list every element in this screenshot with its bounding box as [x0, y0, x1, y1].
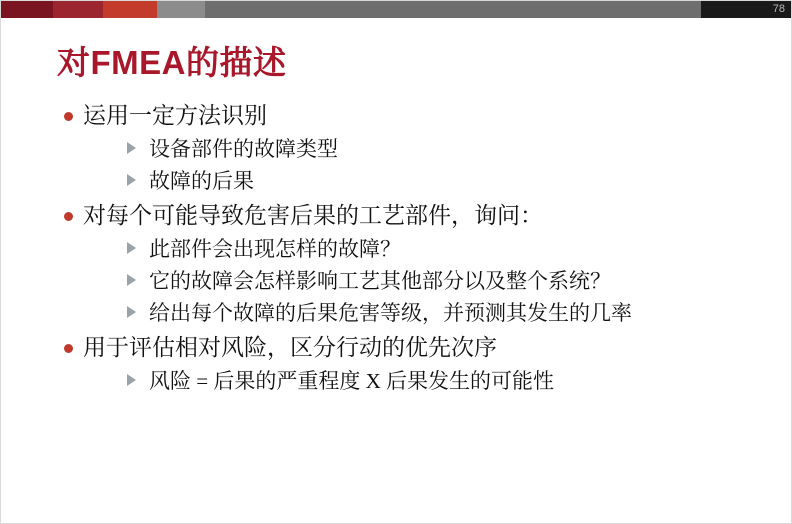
list-item [127, 234, 757, 265]
page-title [57, 37, 287, 84]
level1-text: 运用一定方法识别 [83, 103, 267, 128]
bullet-list-level2 [83, 366, 757, 397]
bullet-list-level2 [83, 134, 757, 197]
list-item [57, 199, 757, 329]
top-bar-segment-gray [205, 1, 701, 18]
top-bar-segment-dark-red [1, 1, 53, 18]
top-bar-segment-mid-red [53, 1, 103, 18]
bullet-arrow-icon [127, 142, 136, 154]
level2-text: 此部件会出现怎样的故障？ [149, 237, 401, 261]
page-title-suffix: 的描述 [186, 46, 287, 82]
bullet-arrow-icon [127, 242, 136, 254]
list-item [127, 166, 757, 197]
bullet-list-level2 [83, 234, 757, 329]
bullet-arrow-icon [127, 274, 136, 286]
bullet-dot-icon [64, 112, 73, 121]
level2-text: 设备部件的故障类型 [149, 137, 338, 161]
level2-text: 给出每个故障的后果危害等级，并预测其发生的几率 [149, 301, 632, 325]
list-item [57, 99, 757, 197]
decorative-top-bar [1, 1, 792, 18]
bullet-arrow-icon [127, 306, 136, 318]
list-item [127, 366, 757, 397]
list-item [127, 266, 757, 297]
level2-text: 故障的后果 [149, 169, 254, 193]
level1-text: 对每个可能导致危害后果的工艺部件，询问： [83, 203, 543, 228]
page-number: 78 [772, 3, 785, 15]
level2-text: 风险 = 后果的严重程度 X 后果发生的可能性 [149, 369, 555, 393]
bullet-arrow-icon [127, 174, 136, 186]
top-bar-segment-black [701, 1, 792, 18]
level2-text: 它的故障会怎样影响工艺其他部分以及整个系统？ [149, 269, 611, 293]
list-item [57, 331, 757, 397]
level1-text: 用于评估相对风险，区分行动的优先次序 [83, 335, 497, 360]
bullet-list-level1 [57, 99, 757, 397]
bullet-arrow-icon [127, 374, 136, 386]
page-title-prefix: 对 [57, 46, 91, 82]
bullet-dot-icon [64, 212, 73, 221]
list-item [127, 298, 757, 329]
slide-body [57, 99, 757, 399]
top-bar-segment-light-gray [157, 1, 205, 18]
list-item [127, 134, 757, 165]
top-bar-segment-red [103, 1, 157, 18]
page-title-latin: FMEA [90, 44, 186, 81]
bullet-dot-icon [64, 344, 73, 353]
